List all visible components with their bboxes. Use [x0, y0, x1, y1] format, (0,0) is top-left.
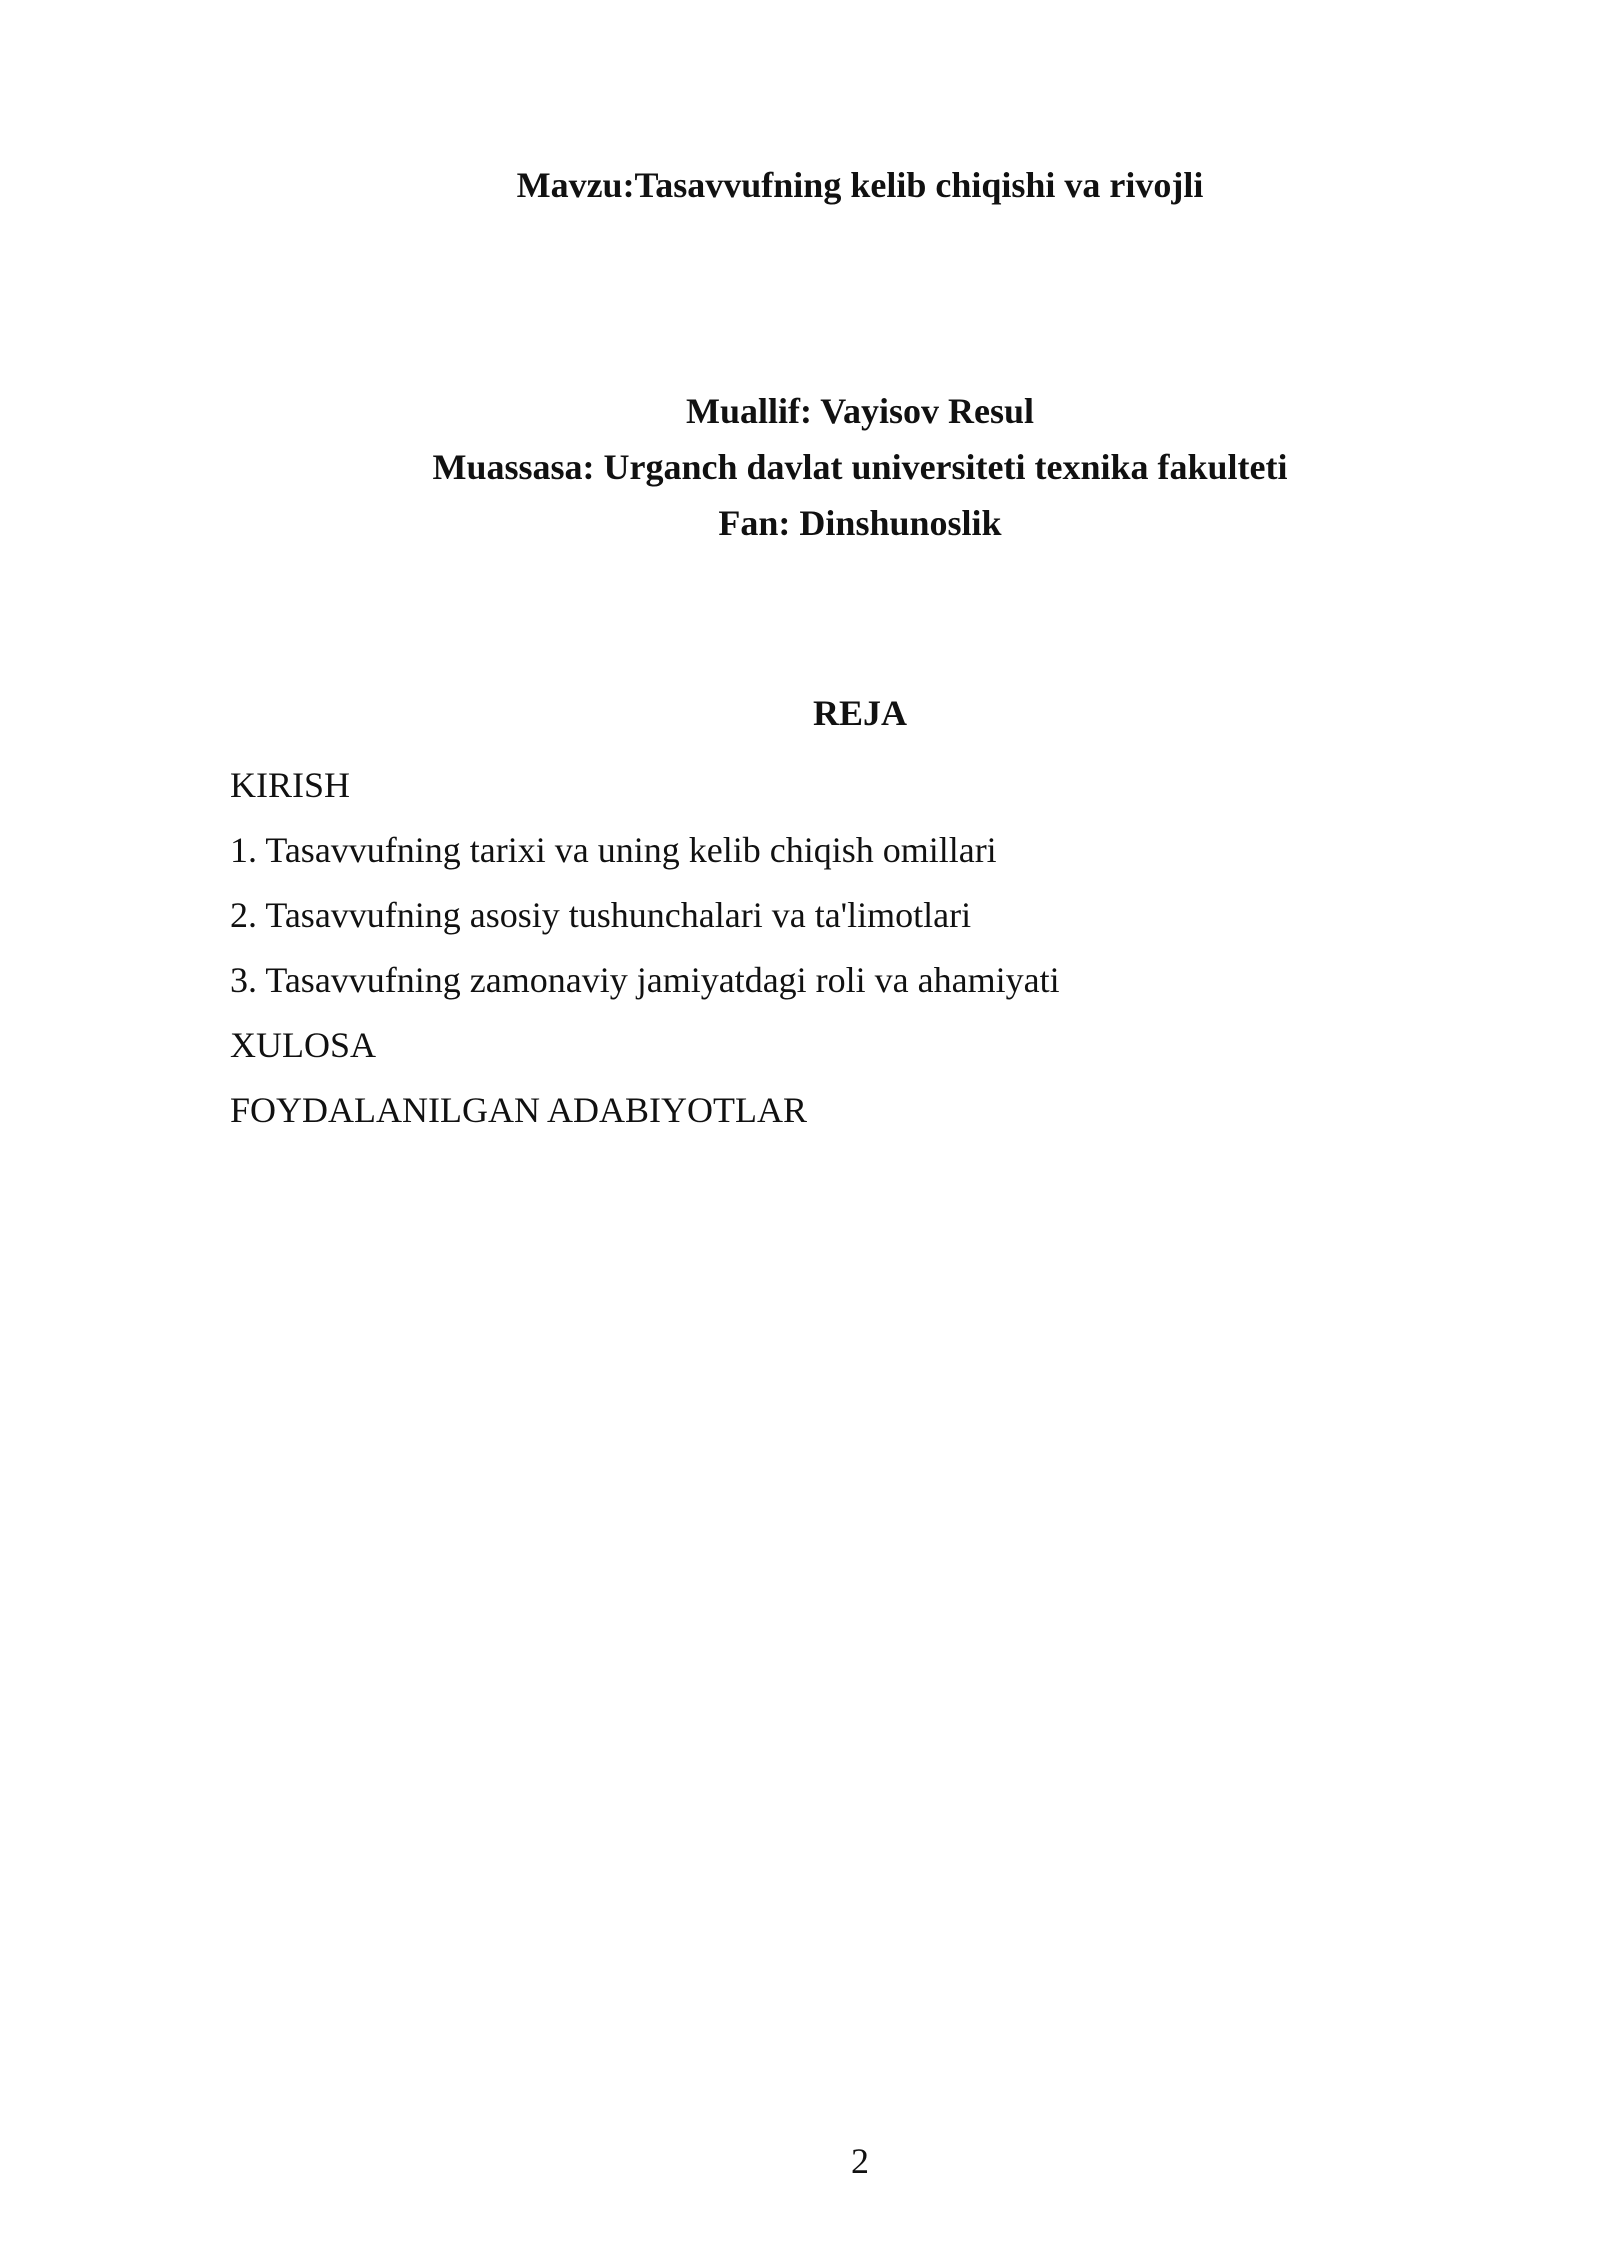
document-title: Mavzu:Tasavvufning kelib chiqishi va rivojli [516, 165, 1204, 205]
plan-item-conclusion: XULOSA [230, 1025, 377, 1065]
institution-line: Muassasa: Urganch davlat universiteti texnika fakulteti [432, 447, 1288, 487]
author-line: Muallif: Vayisov Resul [685, 391, 1035, 431]
plan-item-3: 3. Tasavvufning zamonaviy jamiyatdagi roli va ahamiyati [230, 960, 1060, 1000]
plan-item-introduction: KIRISH [230, 765, 351, 805]
plan-item-references: FOYDALANILGAN ADABIYOTLAR [230, 1090, 807, 1130]
subject-line: Fan: Dinshunoslik [718, 503, 1002, 543]
author-info [230, 388, 1490, 556]
plan-item-1: 1. Tasavvufning tarixi va uning kelib chiqish omillari [230, 830, 997, 870]
page-number: 2 [851, 2141, 869, 2181]
plan-item-2: 2. Tasavvufning asosiy tushunchalari va ta'limotlari [230, 895, 972, 935]
plan-list [230, 762, 1490, 1152]
plan-heading: REJA [812, 693, 907, 733]
